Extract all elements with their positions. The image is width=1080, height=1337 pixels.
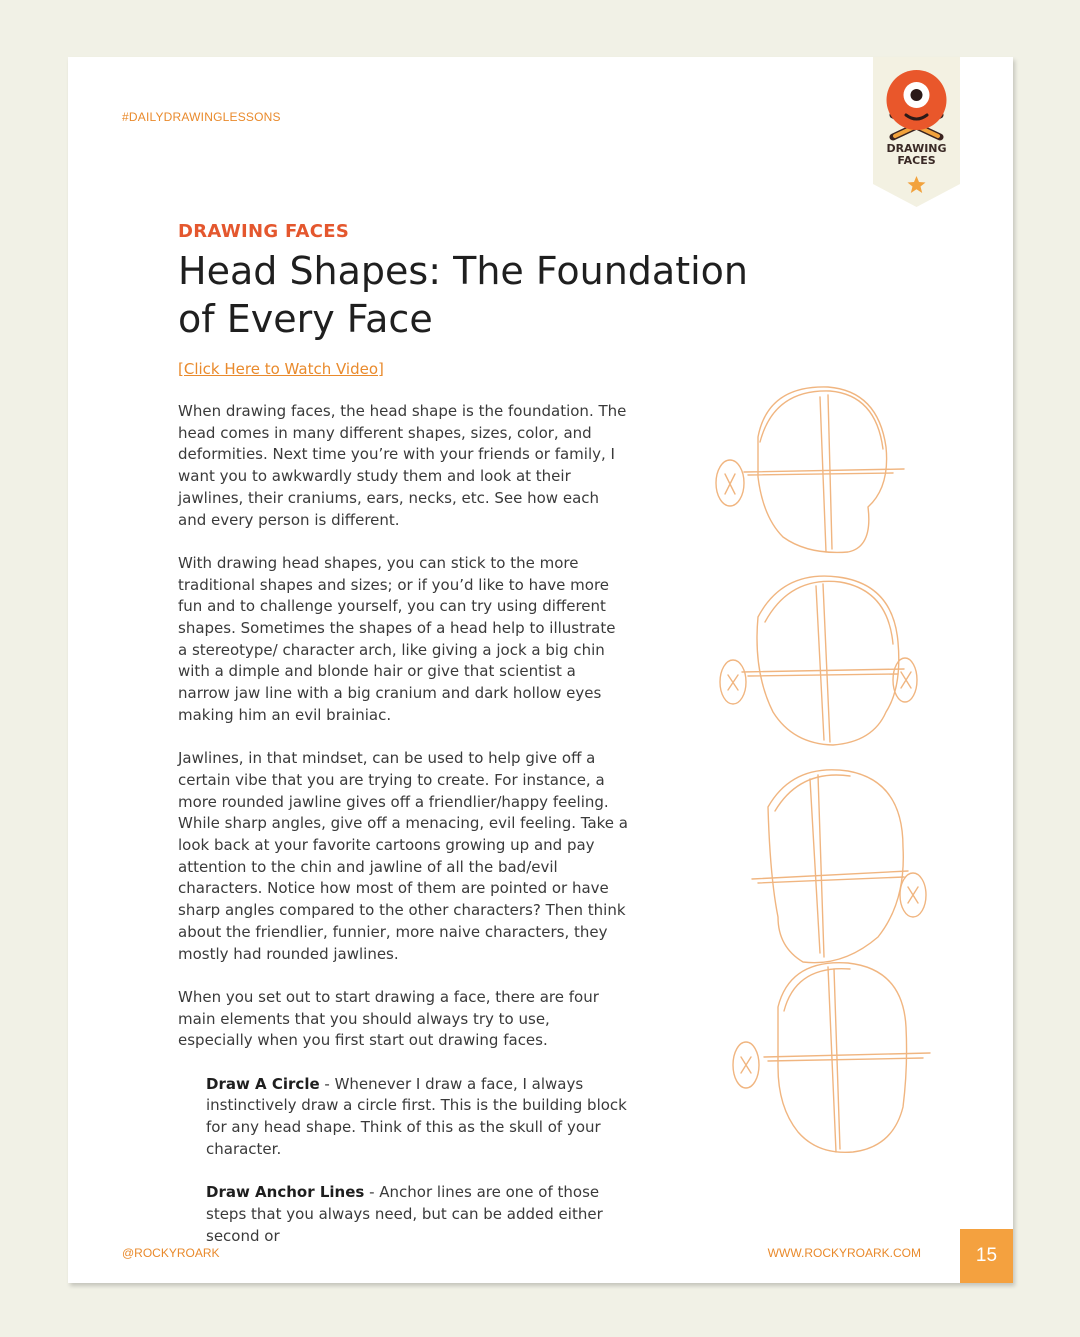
step-item (206, 1074, 628, 1161)
paragraph: When you set out to start drawing a face, there are four main elements that you should always try to use, especially when you first start out drawing faces. (178, 987, 599, 1050)
hashtag: #DAILYDRAWINGLESSONS (122, 110, 281, 124)
head-sketch (716, 387, 904, 553)
head-sketch (733, 963, 930, 1153)
watch-video-link[interactable]: [Click Here to Watch Video] (178, 360, 384, 378)
page-number: 15 (960, 1229, 1013, 1283)
step-term: Draw Anchor Lines (206, 1183, 365, 1202)
step-term: Draw A Circle (206, 1074, 320, 1093)
badge-title: DRAWING FACES (886, 142, 947, 167)
website-url: WWW.ROCKYROARK.COM (767, 1246, 921, 1260)
step-item (206, 1182, 628, 1247)
head-sketch (720, 576, 917, 745)
step-text: - Anchor lines are one of those steps that you always need, but can be added either second or (206, 1183, 603, 1245)
paragraph: When drawing faces, the head shape is the foundation. The head comes in many different shapes, sizes, color, and deformities. Next time you’re with your friends or family, I want you to awkwardly study them and look at their jawlines, their craniums, ears, necks, etc. See how each and every person is different. (178, 402, 627, 529)
head-sketch-illustration (708, 377, 938, 1162)
social-handle: @ROCKYROARK (122, 1246, 220, 1260)
page-title: Head Shapes: The Foundation of Every Face (178, 249, 748, 341)
head-sketch (752, 770, 926, 963)
page (68, 57, 1013, 1283)
section-kicker: DRAWING FACES (178, 221, 350, 242)
article-body (178, 401, 628, 1269)
drawing-faces-badge (873, 57, 960, 207)
paragraph: With drawing head shapes, you can stick to the more traditional shapes and sizes; or if you’d like to have more fun and to challenge yourself, you can try using different shapes. Sometimes the shapes of a head help to illustrate a stereotype/ character arch, like giving a jock a big chin with a dimple and blonde hair or give that scientist a narrow jaw line with a big cranium and dark hollow eyes making him an evil brainiac. (178, 553, 616, 724)
step-text: - Whenever I draw a face, I always instinctively draw a circle first. This is the building block for any head shape. Think of this as the skull of your character. (206, 1074, 627, 1158)
paragraph: Jawlines, in that mindset, can be used to help give off a certain vibe that you are trying to create. For instance, a more rounded jawline gives off a friendlier/happy feeling. While sharp angles, give off a menacing, evil feeling. Take a look back at your favorite cartoons growing up and pay attention to the chin and jawline of all the bad/evil characters. Notice how most of them are pointed or have sharp angles compared to the other characters? Then think about the friendlier, funnier, more naive characters, they mostly had rounded jawlines. (178, 749, 628, 963)
